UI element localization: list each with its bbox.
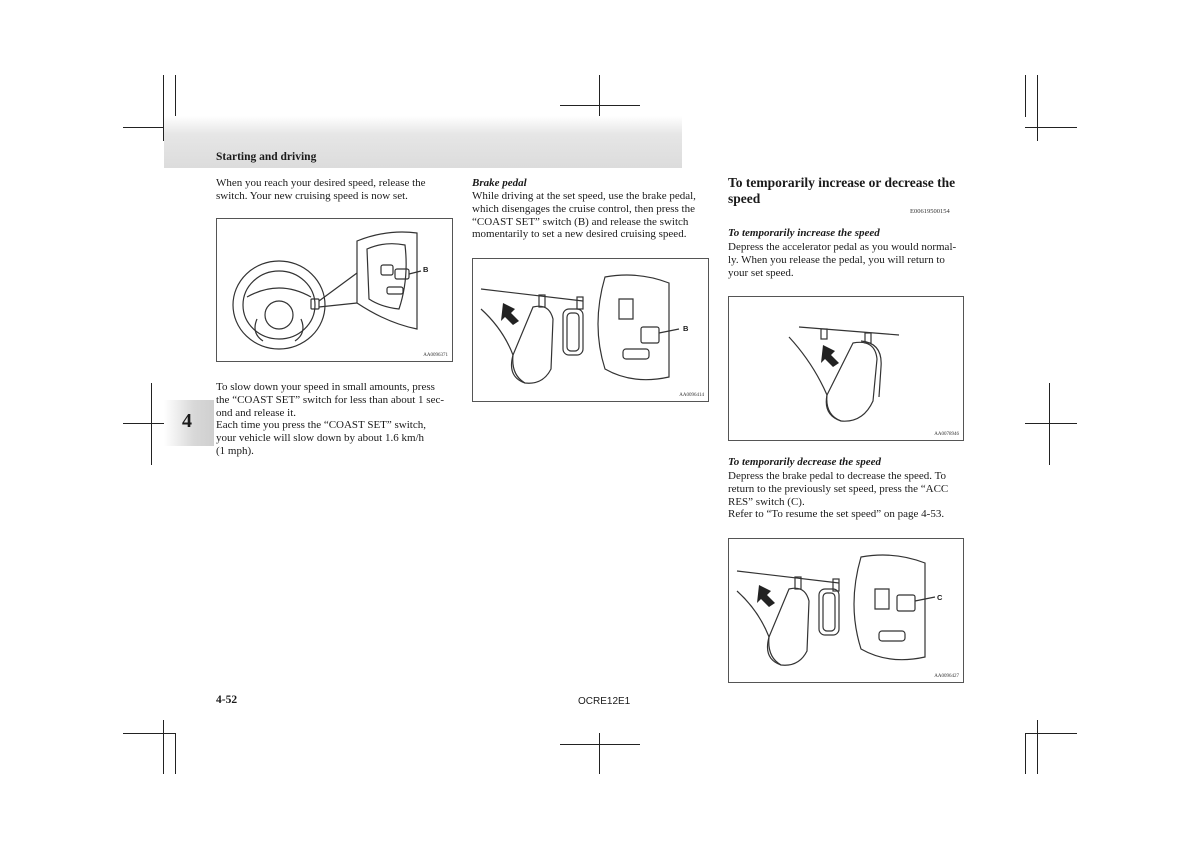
crop-mark	[560, 105, 640, 106]
col2-paragraph	[472, 190, 708, 241]
accelerator-pedal-illustration	[729, 297, 963, 440]
section-heading: To temporarily increase or decrease the speed	[728, 175, 956, 206]
increase-speed-subheading: To temporarily increase the speed	[728, 227, 880, 239]
crop-mark	[151, 383, 152, 465]
text-line: which disengages the cruise control, then press the	[472, 202, 695, 215]
steering-wheel-illustration	[217, 219, 452, 361]
brake-pedal-subheading: Brake pedal	[472, 177, 527, 189]
col3-paragraph-1	[728, 241, 964, 279]
crop-mark	[1037, 75, 1038, 141]
text-line: your vehicle will slow down by about 1.6 km/h	[216, 432, 425, 445]
col1-paragraph-2	[216, 381, 452, 458]
text-line: When you reach your desired speed, release the	[216, 177, 426, 189]
col1-paragraph-1	[216, 177, 452, 203]
text-line: Each time you press the “COAST SET” switch,	[216, 419, 426, 432]
brake-pedal-illustration	[473, 259, 708, 401]
crop-mark	[1025, 733, 1026, 774]
figure-brake-pedal-coast-set	[472, 258, 709, 402]
brake-pedal-acc-res-illustration	[729, 539, 963, 682]
crop-mark	[1025, 127, 1077, 128]
crop-mark	[1037, 720, 1038, 774]
figure-accelerator-pedal	[728, 296, 964, 441]
text-line: (1 mph).	[216, 444, 254, 457]
crop-mark	[175, 75, 176, 117]
text-line: Depress the brake pedal to decrease the speed. To	[728, 470, 947, 482]
callout-label: C	[937, 593, 943, 602]
text-line: your set speed.	[728, 266, 794, 279]
reference-code: E00619500154	[910, 208, 950, 215]
crop-mark	[1025, 423, 1077, 424]
figure-brake-pedal-acc-res	[728, 538, 964, 683]
text-line: switch. Your new cruising speed is now set.	[216, 189, 408, 202]
crop-mark	[1049, 383, 1050, 465]
text-line: Refer to “To resume the set speed” on page 4-53.	[728, 508, 945, 521]
decrease-speed-subheading: To temporarily decrease the speed	[728, 456, 881, 468]
text-line: “COAST SET” switch (B) and release the switch	[472, 215, 689, 228]
figure-id: AA0096414	[679, 393, 704, 398]
crop-mark	[560, 744, 640, 745]
text-line: the “COAST SET” switch for less than about 1 sec-	[216, 393, 445, 406]
callout-label: B	[683, 324, 689, 333]
text-line: momentarily to set a new desired cruising speed.	[472, 228, 687, 241]
section-title: Starting and driving	[216, 151, 317, 163]
crop-mark	[1025, 733, 1077, 734]
text-line: ond and release it.	[216, 406, 297, 419]
chapter-number: 4	[182, 410, 192, 432]
crop-mark	[175, 733, 176, 774]
text-line: While driving at the set speed, use the brake pedal,	[472, 190, 696, 202]
text-line: return to the previously set speed, press the “ACC	[728, 482, 949, 495]
figure-id: AA0096371	[423, 353, 448, 358]
crop-mark	[599, 733, 600, 774]
text-line: ly. When you release the pedal, you will return to	[728, 253, 945, 266]
crop-mark	[163, 720, 164, 774]
crop-mark	[123, 733, 175, 734]
text-line: Depress the accelerator pedal as you would normal-	[728, 241, 957, 253]
page-number: 4-52	[216, 694, 238, 706]
col3-paragraph-2	[728, 470, 964, 521]
figure-steering-wheel-switch	[216, 218, 453, 362]
figure-id: AA0078946	[934, 432, 959, 437]
crop-mark	[1025, 75, 1026, 117]
figure-id: AA0096427	[934, 674, 959, 679]
text-line: RES” switch (C).	[728, 495, 805, 508]
document-code: OCRE12E1	[578, 696, 631, 707]
text-line: To slow down your speed in small amounts, press	[216, 381, 435, 393]
callout-label: B	[423, 265, 429, 274]
